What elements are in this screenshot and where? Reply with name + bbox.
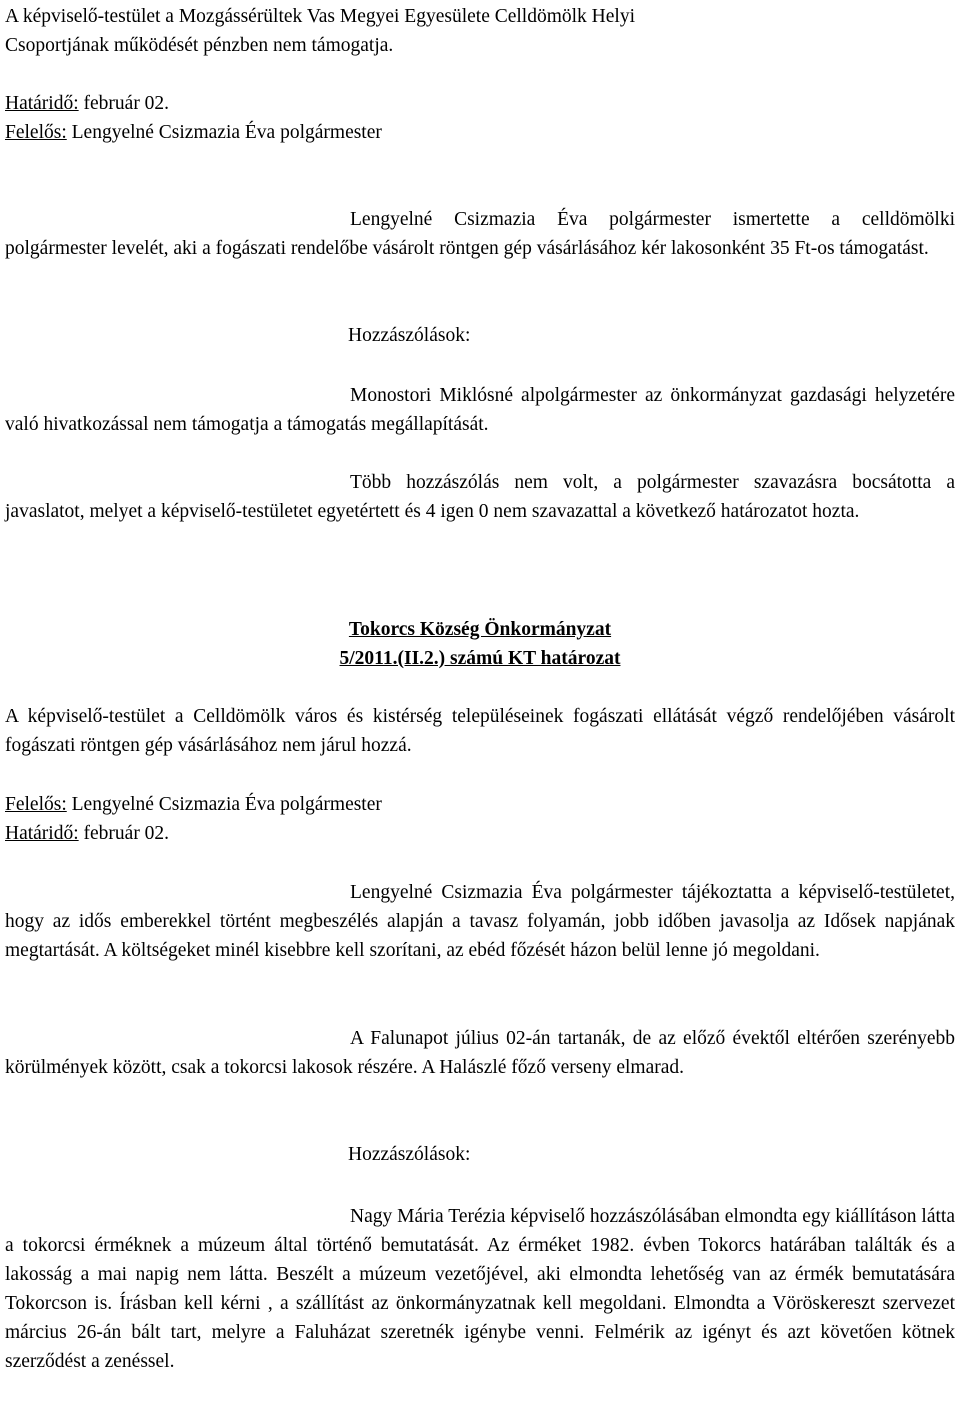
responsible-line-2 bbox=[5, 790, 955, 819]
deadline-line-2 bbox=[5, 819, 955, 848]
deadline-label: Határidő: bbox=[5, 93, 79, 114]
paragraph-coins-exhibition: Nagy Mária Terézia képviselő hozzászólásában elmondta egy kiállításon látta a tokorcsi érméknek a múzeum által történő bemutatását. Az érméket 1982. évben Tokorcs határában találták és a lakosság a mai napig nem látta. Beszélt a múzeum vezetőjével, aki elmondta lehetőség van az érmék bemutatására Tokorcson is. Írásban kell kérni , a szállítást az önkormányzatnak kell megoldani. Elmondta a Vöröskereszt szervezet március 26-án bált tart, melyre a Faluházat szeretnék igénybe venni. Felmérik az igényt és azt követően kötnek szerződést a zenéssel. bbox=[5, 1206, 955, 1372]
deadline-value: február 02. bbox=[78, 823, 170, 844]
paragraph-resolution-text: A képviselő-testület a Celldömölk város és kistérség településeinek fogászati ellátását végző rendelőjében vásárolt fogászati röntgen gép vásárlásához nem járul hozzá. bbox=[5, 706, 955, 756]
paragraph-deputy-mayor: Monostori Miklósné alpolgármester az önkormányzat gazdasági helyzetére való hivatkozással nem támogatja a támogatás megállapítását. bbox=[5, 385, 955, 435]
deadline-line-1 bbox=[5, 89, 955, 118]
deadline-value: február 02. bbox=[78, 93, 170, 114]
paragraph-mayor-letter: Lengyelné Csizmazia Éva polgármester ismertette a celldömölki polgármester levelét, aki a fogászati rendelőbe vásárolt röntgen gép vásárlásához kér lakosonként 35 Ft-os támogatást. bbox=[5, 209, 955, 259]
responsible-label: Felelős: bbox=[5, 794, 67, 815]
decision-text-top bbox=[5, 2, 955, 60]
decision-line-1: A képviselő-testület a Mozgássérültek Vas Megyei Egyesülete Celldömölk Helyi bbox=[5, 6, 636, 27]
responsible-value: Lengyelné Csizmazia Éva polgármester bbox=[66, 122, 382, 143]
comments-heading: Hozzászólások: bbox=[348, 325, 471, 346]
resolution-title: Tokorcs Község Önkormányzat bbox=[348, 619, 612, 640]
paragraph-elderly-day: Lengyelné Csizmazia Éva polgármester tájékoztatta a képviselő-testületet, hogy az idős emberekkel történt megbeszélés alapján a tavasz folyamán, jobb időben javasolja az Idősek napjának megtartását. A költségeket minél kisebbre kell szorítani, az ebéd főzését házon belül lenne jó megoldani. bbox=[5, 882, 955, 961]
decision-line-2: Csoportjának működését pénzben nem támogatja. bbox=[5, 35, 394, 56]
resolution-number: 5/2011.(II.2.) számú KT határozat bbox=[339, 648, 621, 669]
deadline-label: Határidő: bbox=[5, 823, 79, 844]
responsible-value: Lengyelné Csizmazia Éva polgármester bbox=[66, 794, 382, 815]
paragraph-village-day: A Falunapot július 02-án tartanák, de az előző évektől eltérően szerényebb körülmények között, csak a tokorcsi lakosok részére. A Halászlé főző verseny elmarad. bbox=[5, 1028, 955, 1078]
responsible-label: Felelős: bbox=[5, 122, 67, 143]
paragraph-vote: Több hozzászólás nem volt, a polgármester szavazásra bocsátotta a javaslatot, melyet a képviselő-testületet egyetértett és 4 igen 0 nem szavazattal a következő határozatot hozta. bbox=[5, 472, 955, 522]
responsible-line-1 bbox=[5, 118, 955, 147]
comments-heading: Hozzászólások: bbox=[348, 1144, 471, 1165]
